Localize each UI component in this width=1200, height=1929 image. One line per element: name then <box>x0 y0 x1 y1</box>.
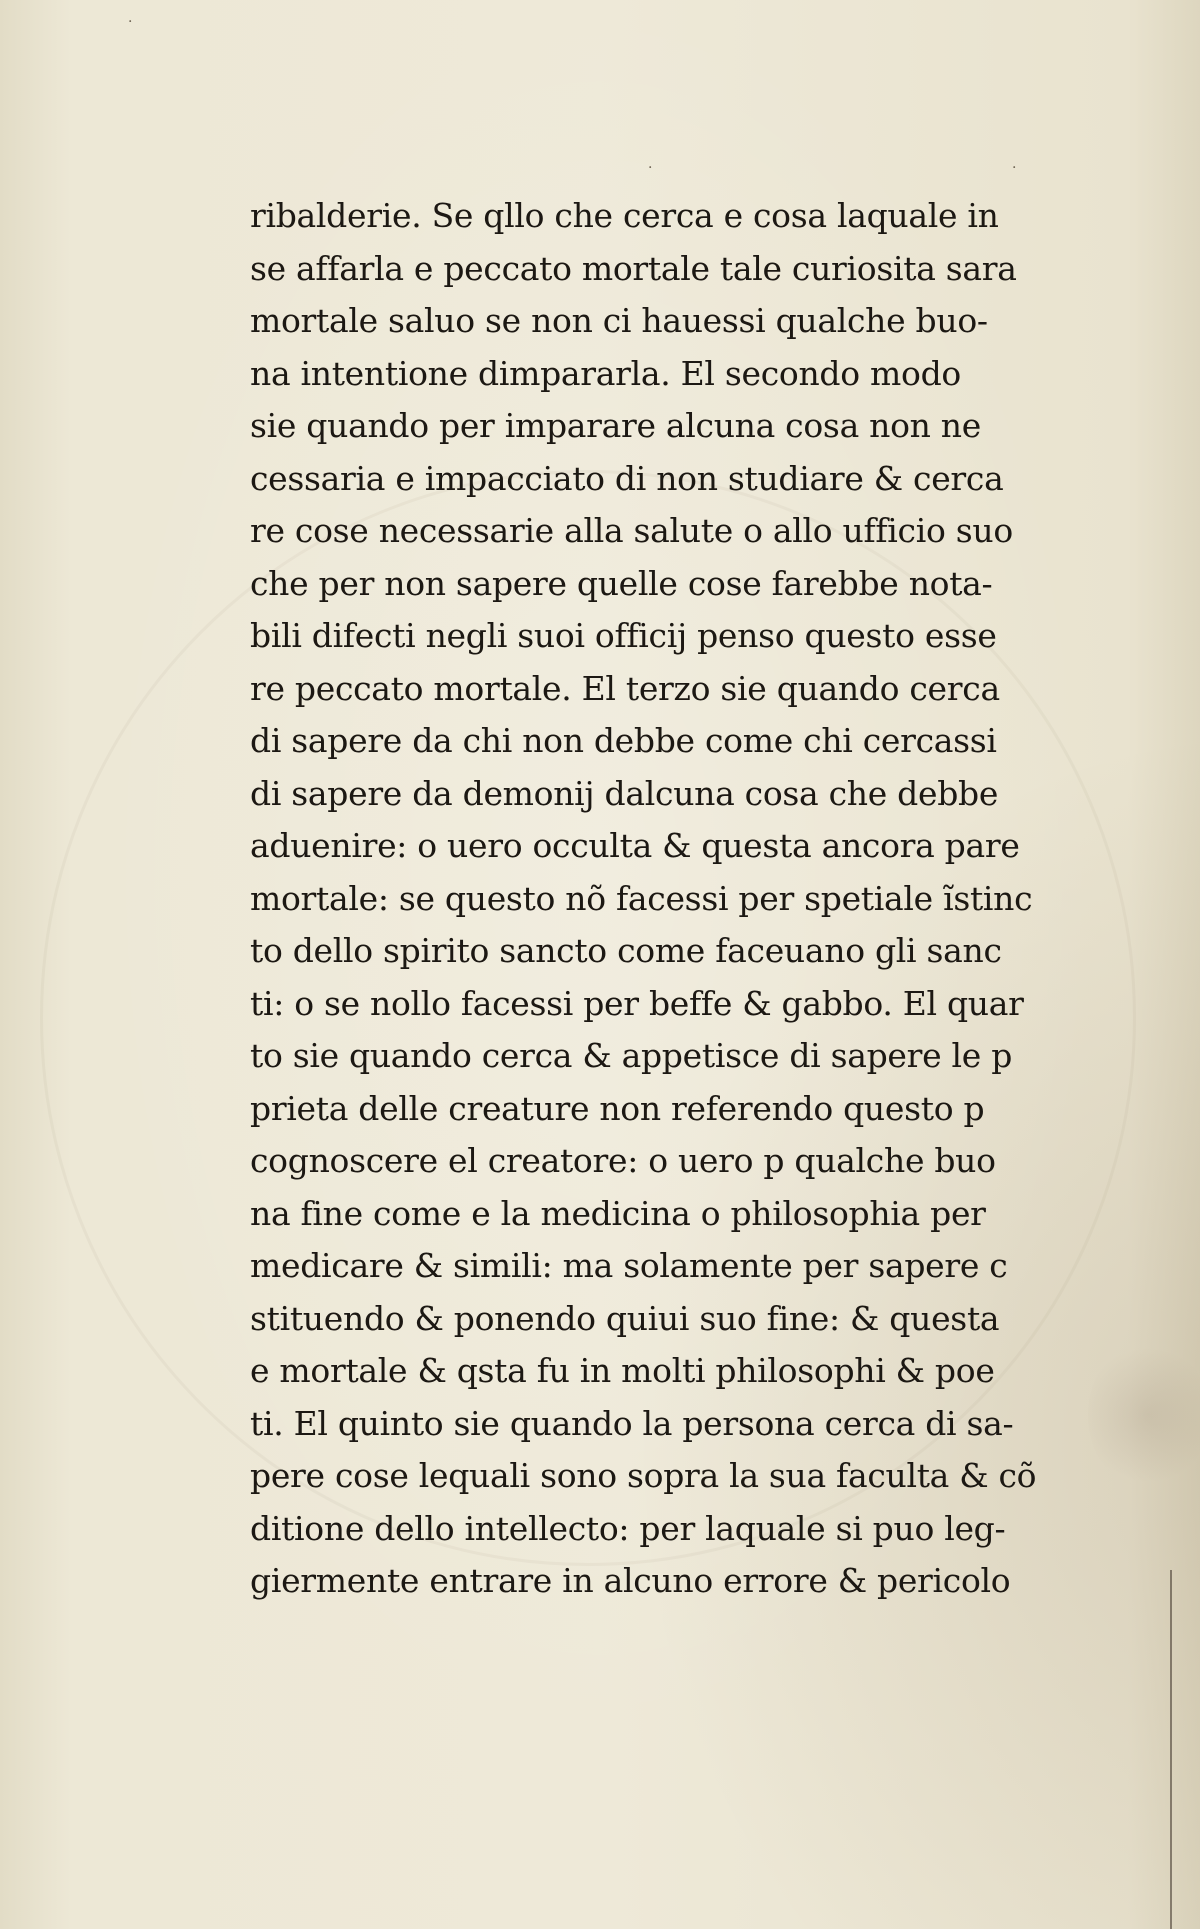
text-line: e mortale & qsta fu in molti philosophi & poe <box>250 1351 995 1390</box>
text-line: stituendo & ponendo quiui suo fine: & questa <box>250 1298 1000 1338</box>
text-line: se affarla e peccato mortale tale curiosita sara <box>250 248 1017 288</box>
text-line: ditione dello intellecto: per laquale si puo leg- <box>250 1508 1006 1548</box>
text-line: ti. El quinto sie quando la persona cerca di sa- <box>250 1403 1014 1443</box>
text-line: re cose necessarie alla salute o allo ufficio suo <box>250 511 1013 550</box>
text-line: re peccato mortale. El terzo sie quando cerca <box>250 668 1000 708</box>
text-line: sie quando per imparare alcuna cosa non ne <box>250 406 981 445</box>
text-line: aduenire: o uero occulta & questa ancora pare <box>250 826 1020 865</box>
text-line: giermente entrare in alcuno errore & pericolo <box>250 1561 1011 1600</box>
ink-mark: · <box>648 160 653 176</box>
text-line: to sie quando cerca & appetisce di sapere le p <box>250 1036 1013 1075</box>
text-line: ribalderie. Se qllo che cerca e cosa laquale in <box>250 196 999 235</box>
text-line: prieta delle creature non referendo questo p <box>250 1088 985 1128</box>
page-edge-line <box>1170 1570 1172 1929</box>
text-line: che per non sapere quelle cose farebbe nota- <box>250 563 993 603</box>
text-line: cognoscere el creatore: o uero p qualche buo <box>250 1141 996 1180</box>
text-line: ti: o se nollo facessi per beffe & gabbo. El quar <box>250 983 1024 1023</box>
text-line: medicare & simili: ma solamente per sapere c <box>250 1246 1008 1285</box>
text-line: na intentione dimpararla. El secondo modo <box>250 353 961 393</box>
text-line: di sapere da chi non debbe come chi cercassi <box>250 721 997 760</box>
text-line: na fine come e la medicina o philosophia per <box>250 1193 986 1233</box>
ink-mark: · <box>1012 160 1017 176</box>
paper-stain <box>1088 1340 1200 1490</box>
text-line: mortale: se questo nõ facessi per spetiale ĩstinc <box>250 878 1033 918</box>
body-text <box>250 190 1070 1608</box>
text-line: mortale saluo se non ci hauessi qualche buo- <box>250 301 988 340</box>
text-line: pere cose lequali sono sopra la sua faculta & cõ <box>250 1456 1037 1495</box>
text-line: to dello spirito sancto come faceuano gli sanc <box>250 931 1002 970</box>
text-line: cessaria e impacciato di non studiare & cerca <box>250 458 1004 498</box>
text-line: di sapere da demonij dalcuna cosa che debbe <box>250 773 999 813</box>
text-line: bili difecti negli suoi officij penso questo esse <box>250 616 997 655</box>
ink-mark: · <box>128 14 133 30</box>
